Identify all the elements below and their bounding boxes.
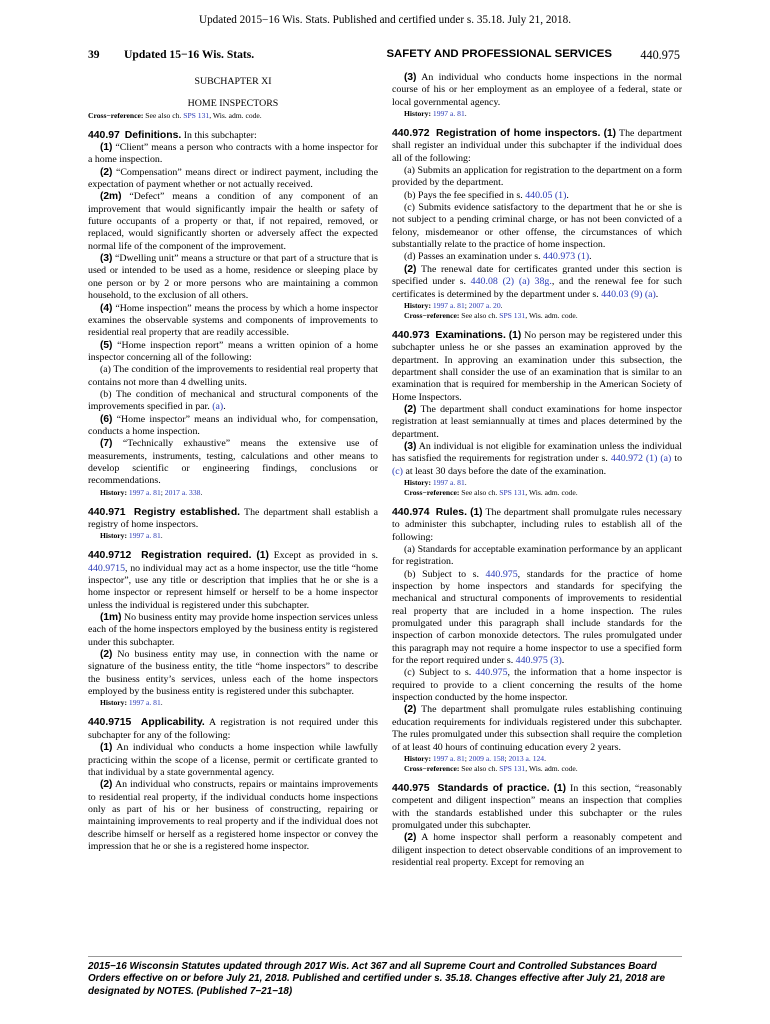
section-440-9712: 440.9712 Registration required. (1) Except as provided in s. 440.9715, no individual may act as a home inspector, use the title “home inspector”, use any title or description that implies that he or she is a home inspector or represent himself or herself to be a home inspector unless the individual is registered under this subchapter. [88,550,379,611]
subsection: (7) “Technically exhaustive” means the extensive use of measurements, instruments, testing, calculations and other means to develop scientific or engineering findings, conclusions or recommendations. [88,438,379,487]
subchapter-title: HOME INSPECTORS [187,98,279,110]
footer-divider [88,956,682,957]
subsection: (4) “Home inspection” means the process by which a home inspector examines the observable systems and components of improvements to residential real property that are readily accessible. [88,302,378,339]
subsection: (2) “Compensation” means direct or indirect payment, including the expectation of payment whether or not actually received. [88,166,379,191]
history-link[interactable]: 1997 a. 81 [432,109,465,119]
section-440-975: 440.975 Standards of practice. (1) In this section, “reasonably competent and diligent inspection” means an inspection that complies with the standards established under this subchapter or the rules promulgated under this subchapter. [392,782,683,831]
history-link[interactable]: 2009 a. 158 [468,753,505,763]
history-note: History: 1997 a. 81; 2007 a. 20. [404,300,503,310]
history-note: History: 1997 a. 81. [100,698,163,708]
section-440-971: 440.971 Registry established. The department shall establish a registry of home inspectors. [88,506,378,530]
history-link[interactable]: 2007 a. 20 [468,300,501,310]
history-link[interactable]: 1997 a. 81 [432,477,465,487]
header-title: Updated 15−16 Wis. Stats. [124,48,255,61]
history-link[interactable]: 1997 a. 81 [432,753,465,763]
cross-reference: Cross−reference: See also ch. SPS 131, Wis. adm. code. [404,310,578,320]
link-440-975[interactable]: 440.975 [485,568,518,580]
link-440-973[interactable]: 440.973 (1) [543,251,590,263]
history-note: History: 1997 a. 81. [100,531,163,541]
link-440-9715[interactable]: 440.9715 [88,562,126,574]
history-link[interactable]: 2017 a. 338 [164,487,201,497]
section-title: Definitions. [124,129,182,141]
footer-line: 2015−16 Wisconsin Statutes updated through 2017 Wis. Act 367 and all Supreme Court and Controlled Substances Board [88,961,657,972]
link-440-972[interactable]: 440.972 (1) (a) [610,453,672,465]
paragraph: (b) Pays the fee specified in s. 440.05 (1). [404,189,569,201]
subsection: (1m) No business entity may provide home inspection services unless each of the home inspectors employed by the business entity is registered under this subchapter. [88,612,379,648]
xref-link-sps131[interactable]: SPS 131 [499,763,526,773]
history-link[interactable]: 1997 a. 81 [128,487,161,497]
xref-link-sps131[interactable]: SPS 131 [499,487,526,497]
subsection: (5) “Home inspection report” means a written opinion of a home inspector concerning all of the following: [88,339,379,363]
section-440-973: 440.973 Examinations. (1) No person may be registered under this subchapter unless he or she passes an examination approved by the department. In approving an examination under this subsection, the department shall consider the use of an examination that is similar to an examination that is required for membership in the American Society of Home Inspectors. [392,329,683,403]
link-par-a[interactable]: (a) [212,401,224,413]
paragraph: (c) Submits evidence satisfactory to the department that he or she is not subject to a pending criminal charge, or has not been convicted of a felony, misdemeanor or other offense, the circumstances of which substantially relate to the practice of home inspection. [392,202,682,251]
subsection: (2) A home inspector shall perform a reasonably competent and diligent inspection to detect observable conditions of an improvement to residential real property. Except for removing an [392,832,682,868]
subsection: (6) “Home inspector” means an individual who, for compensation, conducts a home inspection. [88,413,379,437]
cross-reference: Cross−reference: See also ch. SPS 131, Wis. adm. code. [404,487,578,497]
page-number: 39 [88,48,100,61]
header-agency: SAFETY AND PROFESSIONAL SERVICES [386,48,612,60]
subsection: (2) No business entity may use, in connection with the name or signature of the business entity, the title “home inspectors” to describe the business entity’s services, unless each of the home inspectors employed by the business entity is registered under this subchapter. [88,649,378,698]
history-link[interactable]: 1997 a. 81 [432,300,465,310]
link-440-975[interactable]: 440.975 [475,667,508,679]
paragraph: (b) Subject to s. 440.975, standards for the practice of home inspection by home inspectors and standards for specifying the mechanical and structural components of improvements to residential real property that are included in a home inspection. The rules promulgated under this paragraph shall include standards for the inspection of carbon monoxide detectors. The rules promulgated under this paragraph may not require a home inspector to use a specified form for the report required under s. 440.975 (3). [392,568,682,667]
footer-line: designated by NOTES. (Published 7−21−18) [88,985,293,997]
link-440-08[interactable]: 440.08 (2) (a) 38g. [470,276,552,288]
paragraph: (c) Subject to s. 440.975, the information that a home inspector is required to provide to a client concerning the results of the home inspection conducted by the home inspector. [392,667,682,704]
subchapter-heading: SUBCHAPTER XI [194,76,272,87]
history-note: History: 1997 a. 81. [404,109,467,119]
subsection: (2) The department shall promulgate rules establishing continuing education requirements for individuals registered under this subchapter. The rules promulgated under this subsection shall require the completion of at least 40 hours of continuing education every 2 years. [392,704,682,753]
section-440-9715: 440.9715 Applicability. A registration is not required under this subchapter for any of the following: [88,717,378,741]
header-section: 440.975 [640,48,680,62]
left-column [88,72,378,853]
footer-line: Orders effective on or before July 21, 2018. Published and certified under s. 35.18. Changes effective after July 21, 2018 are [88,973,666,985]
history-link[interactable]: 2013 a. 124 [508,753,545,763]
subsection: (2) The department shall conduct examinations for home inspector registration at least semiannually at times and places determined by the department. [392,403,682,440]
paragraph: (a) Standards for acceptable examination performance by an applicant for registration. [392,544,682,568]
subsection: (3) An individual who conducts home inspections in the normal course of his or her employment as an employee of a federal, state or local governmental agency. [392,72,682,108]
cross-reference: Cross−reference: See also ch. SPS 131, Wis. adm. code. [88,110,262,120]
paragraph: (a) The condition of the improvements to residential real property that contains not more than 4 dwelling units. [88,364,378,388]
section-number: 440.97 [88,129,120,141]
history-link[interactable]: 1997 a. 81 [128,698,161,708]
link-par-c[interactable]: (c) [392,465,403,477]
subsection: (2) An individual who constructs, repairs or maintains improvements to residential real property, if the individual conducts home inspections only as part of his or her business of constructing, repairing or maintaining improvements to real property and if the individual does not describe himself or herself as a registered home inspector or convey the impression that he or she is a registered home inspector. [88,779,378,852]
running-header [88,48,680,68]
right-column [392,72,682,869]
page-footer [88,961,688,998]
subsection: (2) The renewal date for certificates granted under this section is specified under s. 440.08 (2) (a) 38g., and the renewal fee for such certificates is determined by the department under s. 440.03 (9) (a). [392,263,682,300]
link-440-05[interactable]: 440.05 (1) [525,189,567,201]
paragraph: (a) Submits an application for registration to the department on a form provided by the department. [392,165,682,189]
history-note: History: 1997 a. 81. [404,477,467,487]
history-link[interactable]: 1997 a. 81 [128,531,161,541]
subsection: (3) “Dwelling unit” means a structure or that part of a structure that is used or intended to be used as a home, residence or sleeping place by one person or by 2 or more persons who are maintaining a common household, to the exclusion of all others. [88,253,379,302]
section-440-972: 440.972 Registration of home inspectors. (1) The department shall register an individual under this subchapter if the individual does all of the following: [392,128,682,164]
link-440-03[interactable]: 440.03 (9) (a) [601,288,656,300]
link-440-975-3[interactable]: 440.975 (3) [515,655,562,667]
paragraph: (b) The condition of mechanical and structural components of the improvements specified in par. (a). [88,388,378,413]
xref-link-sps131[interactable]: SPS 131 [499,310,526,320]
xref-link-sps131[interactable]: SPS 131 [183,110,210,120]
section-440-97: 440.97 Definitions. In this subchapter: [88,129,257,141]
section-440-974: 440.974 Rules. (1) The department shall promulgate rules necessary to administer this subchapter, including rules to establish all of the following: [392,506,682,543]
paragraph: (d) Passes an examination under s. 440.973 (1). [404,251,592,263]
history-note: History: 1997 a. 81; 2009 a. 158; 2013 a. 124. [404,753,547,763]
certification-line: Updated 2015−16 Wis. Stats. Published and certified under s. 35.18. July 21, 2018. [198,14,571,26]
cross-reference: Cross−reference: See also ch. SPS 131, Wis. adm. code. [404,763,578,773]
subsection: (1) An individual who conducts a home inspection while lawfully practicing within the scope of a license, permit or certificate granted to that individual by a state governmental agency. [88,742,378,778]
subsection: (1) “Client” means a person who contracts with a home inspector for a home inspection. [88,142,378,166]
subsection: (3) An individual is not eligible for examination unless the individual has satisfied the requirements for registration under s. 440.972 (1) (a) to (c) at least 30 days before the date of the examination. [392,440,683,477]
history-note: History: 1997 a. 81; 2017 a. 338. [100,487,203,497]
subsection: (2m) “Defect” means a condition of any component of an improvement that would significantly impair the health or safety of future occupants of a property or that, if not repaired, removed, or replaced, would significantly shorten or adversely affect the expected normal life of the component of the improvement. [88,191,378,252]
